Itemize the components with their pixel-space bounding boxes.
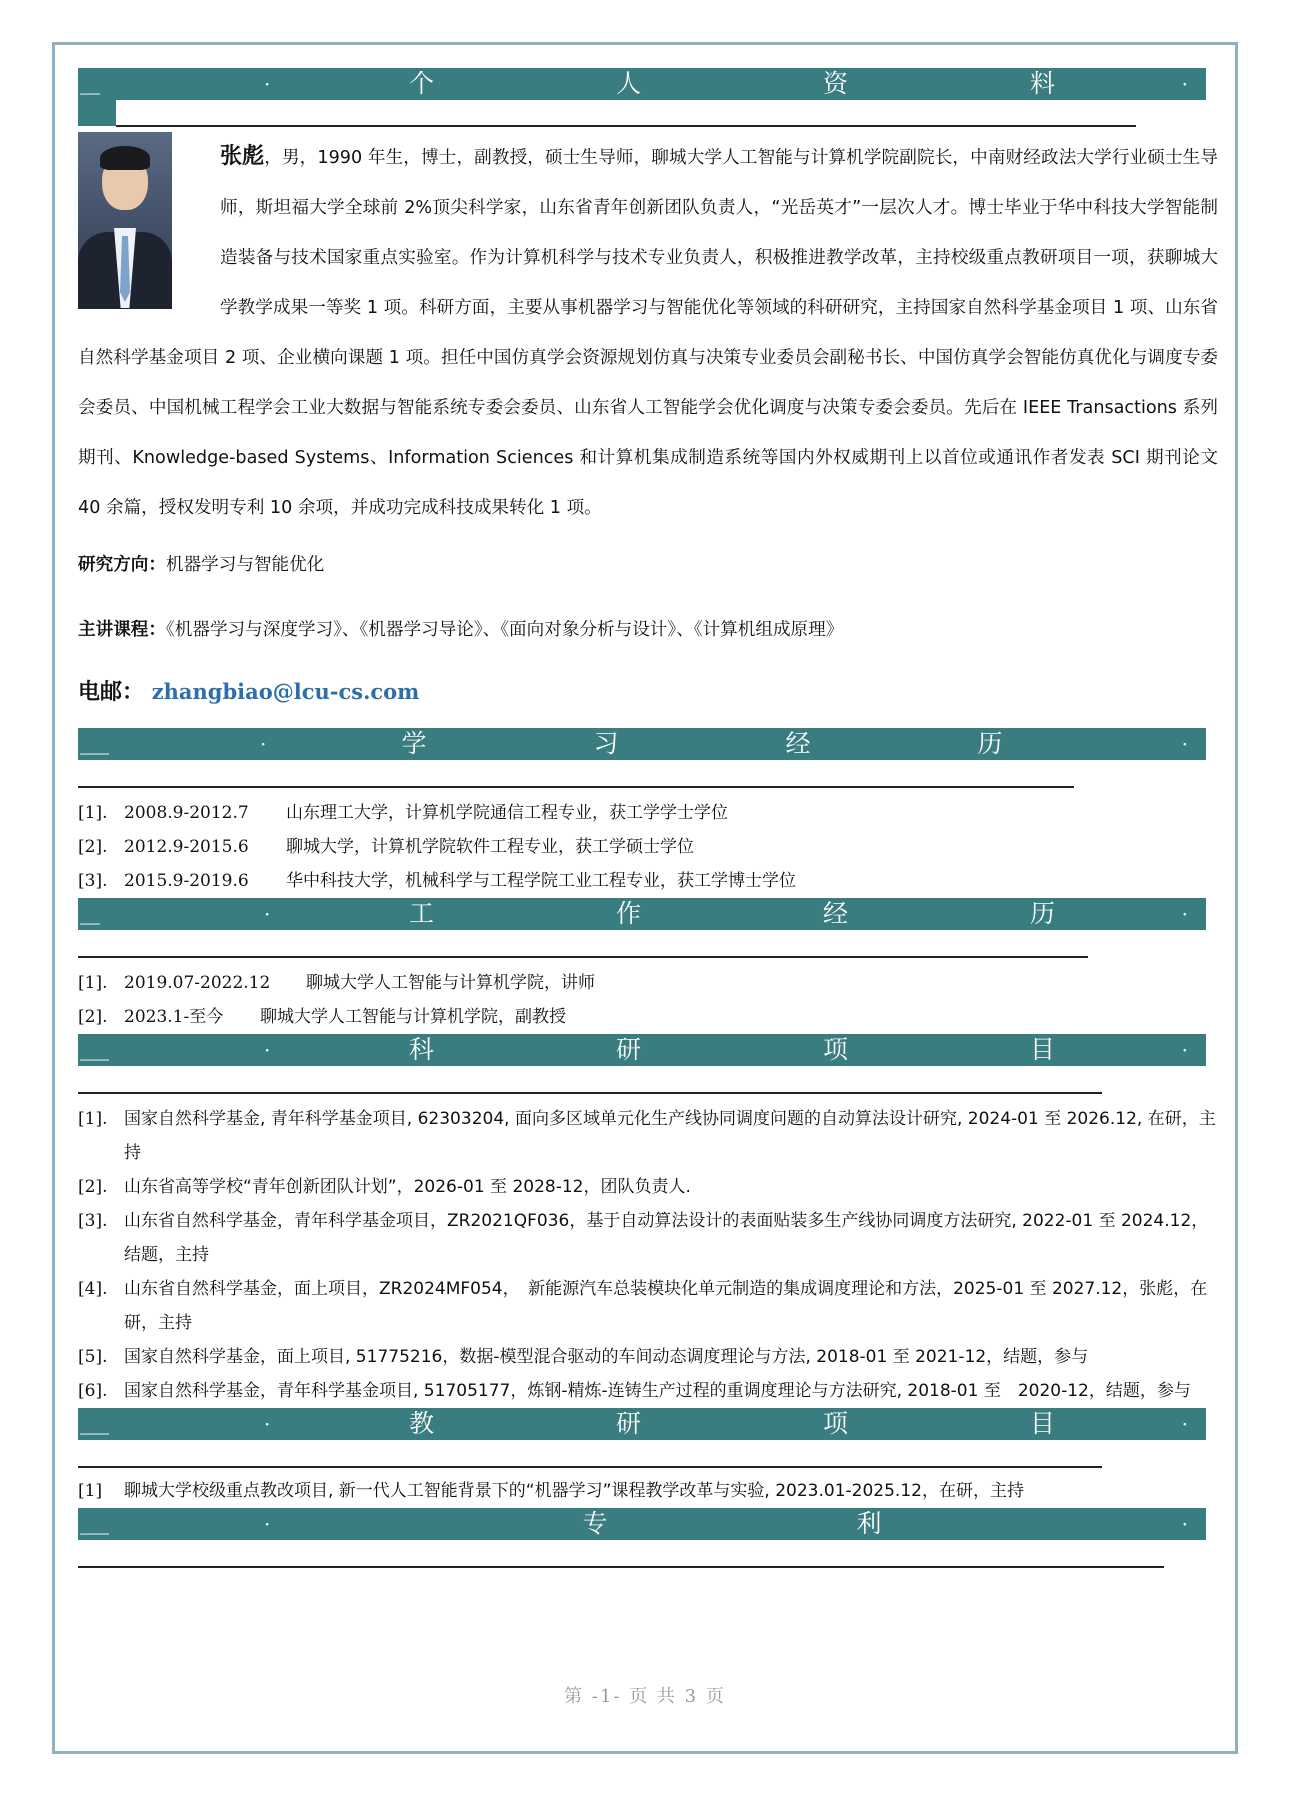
person-name: 张彪 [220, 144, 265, 169]
avatar [78, 132, 172, 309]
section-title: 个 人 资 料 [408, 69, 1055, 98]
list-item: [1]. 2008.9-2012.7 山东理工大学，计算机学院通信工程专业，获工学学士学位 [78, 803, 728, 823]
section-header-work: __ · 工 作 经 历 · [78, 898, 1206, 930]
research-project-list [78, 1102, 1218, 1408]
section-rule [78, 1466, 1102, 1468]
section-rule [78, 100, 1218, 128]
section-rule [78, 1566, 1164, 1568]
list-item: [2]. 2012.9-2015.6 聊城大学，计算机学院软件工程专业，获工学硕士学位 [78, 837, 694, 857]
list-item: [1]. 国家自然科学基金, 青年科学基金项目, 62303204, 面向多区域单元化生产线协同调度问题的自动算法设计研究, 2024-01 至 2026.12, 在研，主持 [78, 1109, 1216, 1163]
document-content [78, 68, 1218, 1568]
section-rule [78, 956, 1088, 958]
courses: 主讲课程：《机器学习与深度学习》、《机器学习导论》、《面向对象分析与设计》、《计算机组成原理》 [78, 620, 844, 640]
list-item: [2]. 2023.1-至今 聊城大学人工智能与计算机学院，副教授 [78, 1007, 566, 1027]
teaching-project-list [78, 1474, 1218, 1508]
section-header-profile: __ · 个 人 资 料 · [78, 68, 1206, 100]
work-list [78, 966, 1218, 1034]
research-direction: 研究方向：机器学习与智能优化 [78, 555, 325, 575]
list-item: [3]. 山东省自然科学基金，青年科学基金项目，ZR2021QF036，基于自动算法设计的表面贴装多生产线协同调度方法研究, 2022-01 至 2024.12，结题，主持 [78, 1211, 1209, 1265]
section-rule [78, 1092, 1102, 1094]
list-item: [1] 聊城大学校级重点教改项目, 新一代人工智能背景下的“机器学习”课程教学改革与实验, 2023.01-2025.12，在研，主持 [78, 1481, 1024, 1501]
section-header-patent: ___ · 专 利 · [78, 1508, 1206, 1540]
list-item: [5]. 国家自然科学基金，面上项目, 51775216，数据-模型混合驱动的车间动态调度理论与方法, 2018-01 至 2021-12，结题，参与 [78, 1347, 1089, 1367]
email-line: 电邮： zhangbiao@lcu-cs.com [78, 679, 420, 705]
section-rule [78, 786, 1074, 788]
list-item: [2]. 山东省高等学校“青年创新团队计划”，2026-01 至 2028-12，团队负责人. [78, 1177, 691, 1197]
page-footer: 第 -1- 页 共 3 页 [564, 1686, 726, 1707]
profile-block [78, 132, 1218, 533]
bio-paragraph: 张彪，男，1990 年生，博士，副教授，硕士生导师，聊城大学人工智能与计算机学院副院长，中南财经政法大学行业硕士生导师，斯坦福大学全球前 2%顶尖科学家，山东省青年创新团队负责人，“光岳英才”一层次人才。博士毕业于华中科技大学智能制造装备与技术国家重点实验室。作为计算机科学与技术专业负责人，积极推进教学改革，主持校级重点教研项目一项，获聊城大学教学成果一等奖 1 项。科研方面，主要从事机器学习与智能优化等领域的科研研究，主持国家自然科学基金项目 1 项、山东省自然科学基金项目 2 项、企业横向课题 1 项。担任中国仿真学会资源规划仿真与决策专业委员会副秘书长、中国仿真学会智能仿真优化与调度专委会委员、中国机械工程学会工业大数据与智能系统专委会委员、山东省人工智能学会优化调度与决策专委会委员。先后在 IEEE Transactions 系列期刊、Knowledge-based Systems、Information Sciences 和计算机集成制造系统等国内外权威期刊上以首位或通讯作者发表 SCI 期刊论文 40 余篇，授权发明专利 10 余项，并成功完成科技成果转化 1 项。 [78, 144, 1218, 518]
list-item: [3]. 2015.9-2019.6 华中科技大学，机械科学与工程学院工业工程专业，获工学博士学位 [78, 871, 796, 891]
section-header-research: ___ · 科 研 项 目 · [78, 1034, 1206, 1066]
email-link[interactable]: zhangbiao@lcu-cs.com [151, 679, 420, 704]
list-item: [4]. 山东省自然科学基金，面上项目，ZR2024MF054， 新能源汽车总装模块化单元制造的集成调度理论和方法，2025-01 至 2027.12，张彪，在研，主持 [78, 1279, 1208, 1333]
section-header-teaching: ___ · 教 研 项 目 · [78, 1408, 1206, 1440]
section-header-education: ___ · 学 习 经 历 · [78, 728, 1206, 760]
education-list [78, 796, 1218, 898]
list-item: [1]. 2019.07-2022.12 聊城大学人工智能与计算机学院，讲师 [78, 973, 595, 993]
list-item: [6]. 国家自然科学基金，青年科学基金项目, 51705177，炼钢-精炼-连铸生产过程的重调度理论与方法研究, 2018-01 至 2020-12，结题，参与 [78, 1381, 1191, 1401]
